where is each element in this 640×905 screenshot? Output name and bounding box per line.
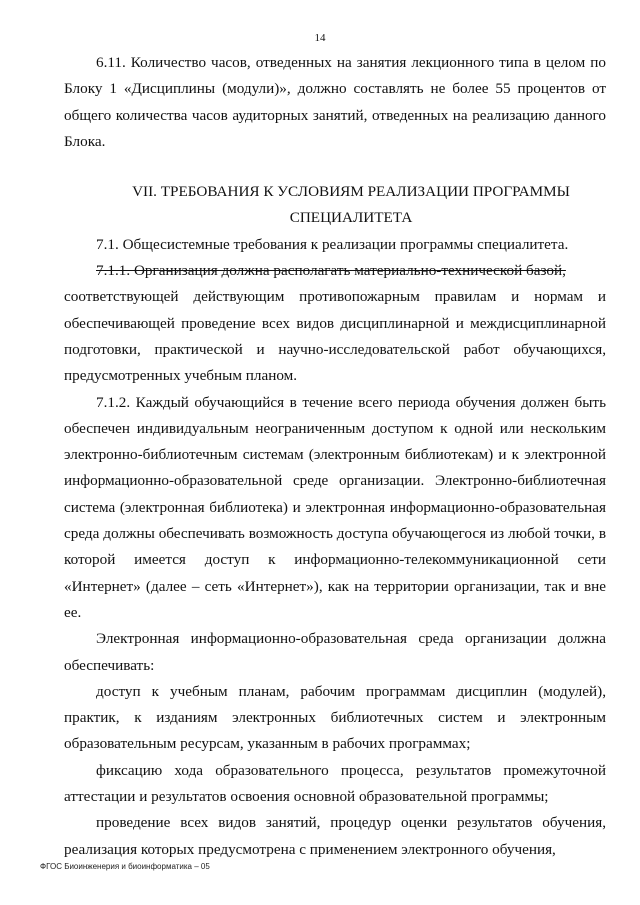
section-heading-line-2: СПЕЦИАЛИТЕТА (289, 209, 413, 227)
document-body (64, 50, 606, 863)
footer-text: ФГОС Биоинженерия и биоинформатика – 05 (40, 862, 210, 871)
spacer (64, 155, 606, 179)
page-number: 14 (314, 32, 326, 44)
paragraph-access: доступ к учебным планам, рабочим программам дисциплин (модулей), практик, к изданиям электронных библиотечных систем и электронным образовательным ресурсам, указанным в рабочих программах; (64, 682, 606, 753)
paragraph-7-1-1-first-line (64, 258, 606, 284)
paragraph-eios: Электронная информационно-образовательная среда организации должна обеспечивать: (64, 630, 606, 674)
paragraph-7-1-1-rest: соответствующей действующим противопожарным правилам и нормам и обеспечивающей проведение всех видов дисциплинарной и междисциплинарной подготовки, практической и научно-исследовательской работ обучающихся, предусмотренных учебным планом. (64, 288, 606, 385)
paragraph-conduct: проведение всех видов занятий, процедур оценки результатов обучения, реализация которых предусмотрена с применением электронного обучения, (64, 814, 606, 858)
paragraph-fixation: фиксацию хода образовательного процесса, результатов промежуточной аттестации и результатов освоения основной образовательной программы; (64, 761, 606, 806)
paragraph-6-11: 6.11. Количество часов, отведенных на занятия лекционного типа в целом по Блоку 1 «Дисциплины (модули)», должно составлять не более 55 процентов от общего количества часов аудиторных занятий, отведенных на реализацию данного Блока. (64, 54, 606, 150)
paragraph-7-1: 7.1. Общесистемные требования к реализации программы специалитета. (96, 235, 569, 253)
paragraph-7-1-2: 7.1.2. Каждый обучающийся в течение всего периода обучения должен быть обеспечен индивидуальным неограниченным доступом к одной или нескольким электронно-библиотечным системам (электронным библиотекам) и к электронной информационно-образовательной среде организации. Электронно-библиотечная система (электронная библиотека) и электронная информационно-образовательная среда должны обеспечивать возможность доступа обучающегося из любой точки, в которой имеется доступ к информационно-телекоммуникационной сети «Интернет» (далее – сеть «Интернет»), как на территории организации, так и вне ее. (64, 393, 606, 621)
struck-text: 7.1.1. Организация должна располагать материально-технической базой, (96, 262, 566, 280)
section-heading-line-1: VII. ТРЕБОВАНИЯ К УСЛОВИЯМ РЕАЛИЗАЦИИ ПРОГРАММЫ (132, 183, 570, 201)
